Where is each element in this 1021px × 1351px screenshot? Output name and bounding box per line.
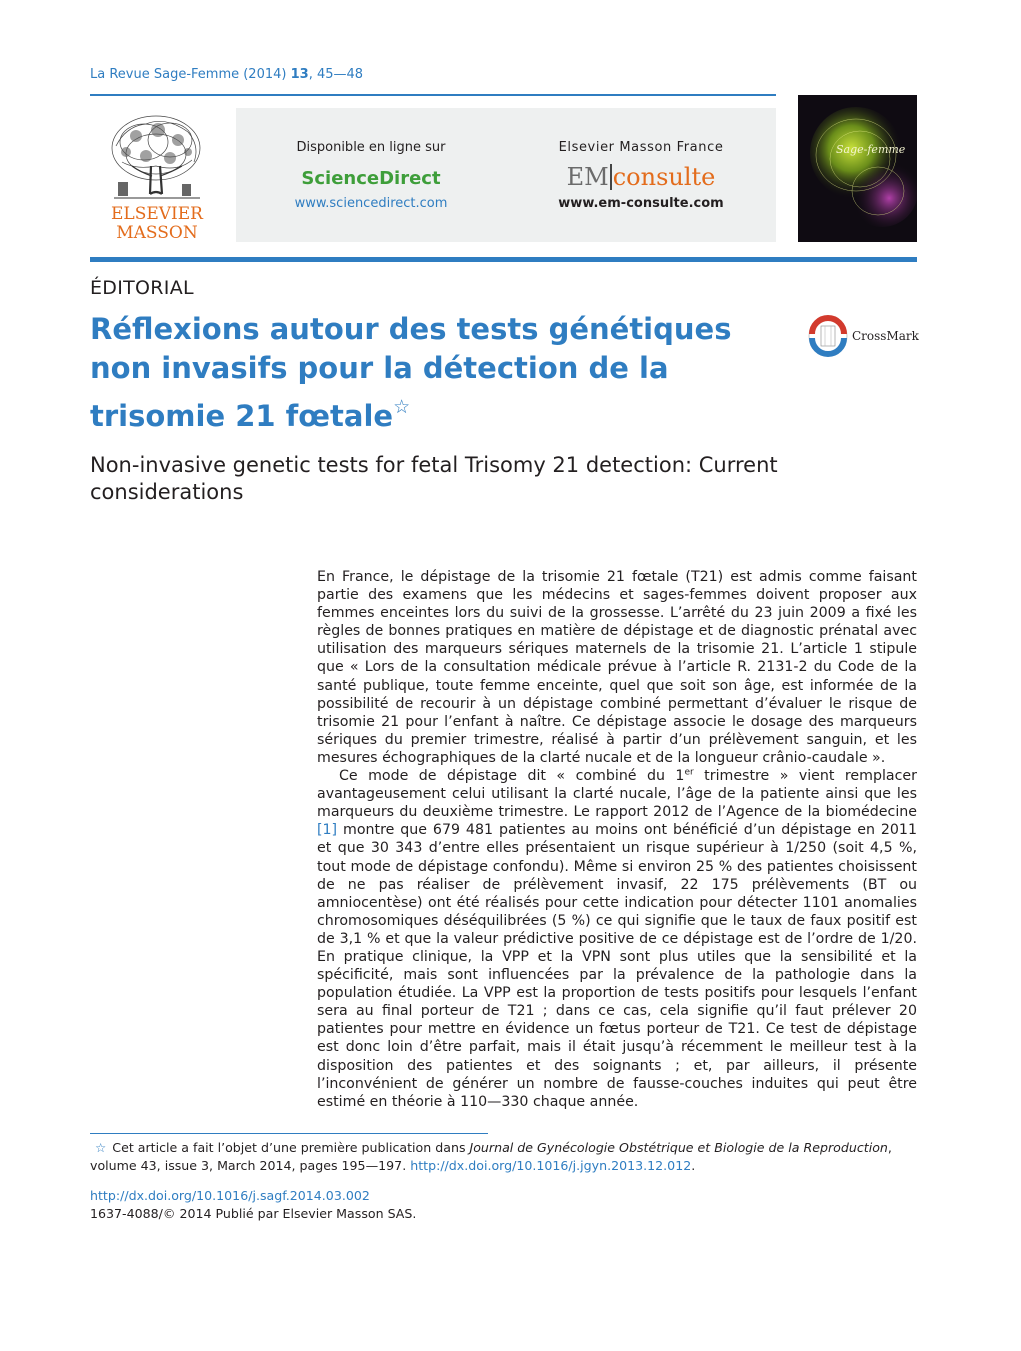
sciencedirect-brand[interactable]: ScienceDirect bbox=[301, 168, 441, 189]
footnote-end: . bbox=[691, 1158, 696, 1173]
crossmark-label: CrossMark bbox=[852, 329, 919, 343]
emconsulte-logo-bar bbox=[610, 164, 612, 190]
footnote-star: ☆ bbox=[95, 1140, 107, 1155]
article-doi-link[interactable]: http://dx.doi.org/10.1016/j.sagf.2014.03.002 bbox=[90, 1188, 370, 1203]
body-p2-part-c: montre que 679 481 patientes au moins ont bénéficié d’un dépistage en 2011 et que 30 343 d’entre elles présentaient un risque supérieur à 1/250 (soit 4,5 %, tout mode de dépistage confondu). Même si environ 25 % des patientes choisissent de ne pas réaliser de prélèvement invasif, 22 175 prélèvements (BT ou amniocentèse) ont été réalisés pour cette indication pour détecter 1101 anomalies chromosomiques déséquilibrées (5 %) ce qui signifie que le taux de faux positif est de 3,1 % et que la valeur prédictive positive de ce dépistage est de l’ordre de 1/20. En pratique clinique, la VPP et la VPN sont plus utiles que la sensibilité et la spécificité, mais sont influencées par la prévalence de la pathologie dans la population étudiée. La VPP est la proportion de tests positifs pour lesquels l’enfant sera au final porteur de T21 ; dans ce cas, cela signifie qu’il faut prélever 20 patientes pour mettre en évidence un fœtus porteur de T21. Ce test de dépistage est donc loin d’être parfait, mais il était jusqu’à récemment le meilleur test à la disposition des patientes et des soignants ; et, par ailleurs, il présente l’inconvénient de générer un nombre de fausse-couches induites qui peut être estimé en théorie à 110—330 chaque année. bbox=[317, 822, 917, 1110]
journal-ref-name: La Revue Sage-Femme (2014) bbox=[90, 67, 287, 82]
article-title bbox=[90, 310, 790, 436]
journal-ref-pages: , 45—48 bbox=[308, 67, 364, 82]
elsevier-tree-icon bbox=[96, 106, 218, 242]
body-p2-part-b: trimestre » vient remplacer avantageusement celui utilisant la clarté nucale, l’âge de la patiente ainsi que les marqueurs du deuxième trimestre. Le rapport 2012 de l’Agence de la biomédecine bbox=[317, 768, 917, 821]
header-bottom-rule bbox=[90, 257, 917, 262]
emconsulte-publisher-label: Elsevier Masson France bbox=[558, 140, 724, 155]
logo-text-masson: MASSON bbox=[116, 223, 198, 242]
body-paragraph-2 bbox=[317, 767, 917, 1111]
sciencedirect-available-label: Disponible en ligne sur bbox=[296, 140, 446, 155]
journal-ref-volume: 13 bbox=[290, 67, 309, 82]
crossmark-icon bbox=[808, 314, 850, 358]
section-label: ÉDITORIAL bbox=[90, 277, 194, 299]
header-top-rule bbox=[90, 94, 776, 96]
sciencedirect-url[interactable]: www.sciencedirect.com bbox=[294, 196, 448, 211]
article-body bbox=[317, 568, 917, 1111]
body-paragraph-1: En France, le dépistage de la trisomie 21 fœtale (T21) est admis comme faisant partie des examens que les médecins et sages-femmes doivent proposer aux femmes enceintes lors du suivi de la grossesse. L’arrêté du 23 juin 2009 a fixé les règles de bonnes pratiques en matière de dépistage et de diagnostic prénatal avec utilisation des marqueurs sériques maternels de la trisomie 21. L’article 1 stipule que « Lors de la consultation médicale prévue à l’article R. 2131-2 du Code de la santé publique, toute femme enceinte, quel que soit son âge, est informée de la possibilité de recourir à un dépistage combiné permettant d’évaluer le risque de trisomie 21 pour l’enfant à naître. Ce dépistage associe le dosage des marqueurs sériques du premier trimestre, réalisé à partir d’un prélèvement sanguin, et les mesures échographiques de la clarté nucale et de la longueur crânio-caudale ». bbox=[317, 569, 917, 766]
journal-cover-image bbox=[798, 95, 917, 242]
emconsulte-logo[interactable] bbox=[548, 163, 734, 191]
elsevier-masson-logo bbox=[96, 106, 218, 242]
logo-text-elsevier: ELSEVIER bbox=[111, 204, 203, 224]
reference-link[interactable]: [1] bbox=[317, 822, 338, 839]
body-p2-part-a: Ce mode de dépistage dit « combiné du 1 bbox=[339, 768, 685, 785]
body-p2-superscript: er bbox=[684, 767, 694, 778]
journal-cover-art bbox=[798, 95, 917, 242]
title-footnote-mark[interactable]: ☆ bbox=[393, 396, 411, 418]
article-title-text: Réflexions autour des tests génétiques non invasifs pour la détection de la trisomie 21 fœtale bbox=[90, 312, 732, 433]
footnote-doi-link[interactable]: http://dx.doi.org/10.1016/j.jgyn.2013.12.012 bbox=[410, 1158, 692, 1173]
emconsulte-logo-em: EM bbox=[566, 163, 609, 191]
crossmark-badge[interactable] bbox=[808, 314, 920, 358]
emconsulte-logo-consulte: consulte bbox=[612, 163, 716, 191]
footnote-rule bbox=[90, 1133, 488, 1134]
footnote-journal-name: Journal de Gynécologie Obstétrique et Biologie de la Reproduction bbox=[469, 1140, 888, 1155]
journal-reference[interactable] bbox=[90, 67, 363, 82]
emconsulte-url[interactable]: www.em-consulte.com bbox=[558, 196, 724, 211]
cover-title: Sage-femme bbox=[836, 143, 906, 156]
publisher-box bbox=[236, 108, 776, 242]
copyright-line: 1637-4088/© 2014 Publié par Elsevier Masson SAS. bbox=[90, 1206, 417, 1221]
footnote bbox=[90, 1139, 917, 1175]
article-subtitle-english: Non-invasive genetic tests for fetal Trisomy 21 detection: Current considerations bbox=[90, 453, 778, 504]
footnote-text-b: , volume 43, issue 3, March 2014, pages 195—197. bbox=[90, 1140, 892, 1173]
footnote-text-a: Cet article a fait l’objet d’une première publication dans bbox=[112, 1140, 470, 1155]
